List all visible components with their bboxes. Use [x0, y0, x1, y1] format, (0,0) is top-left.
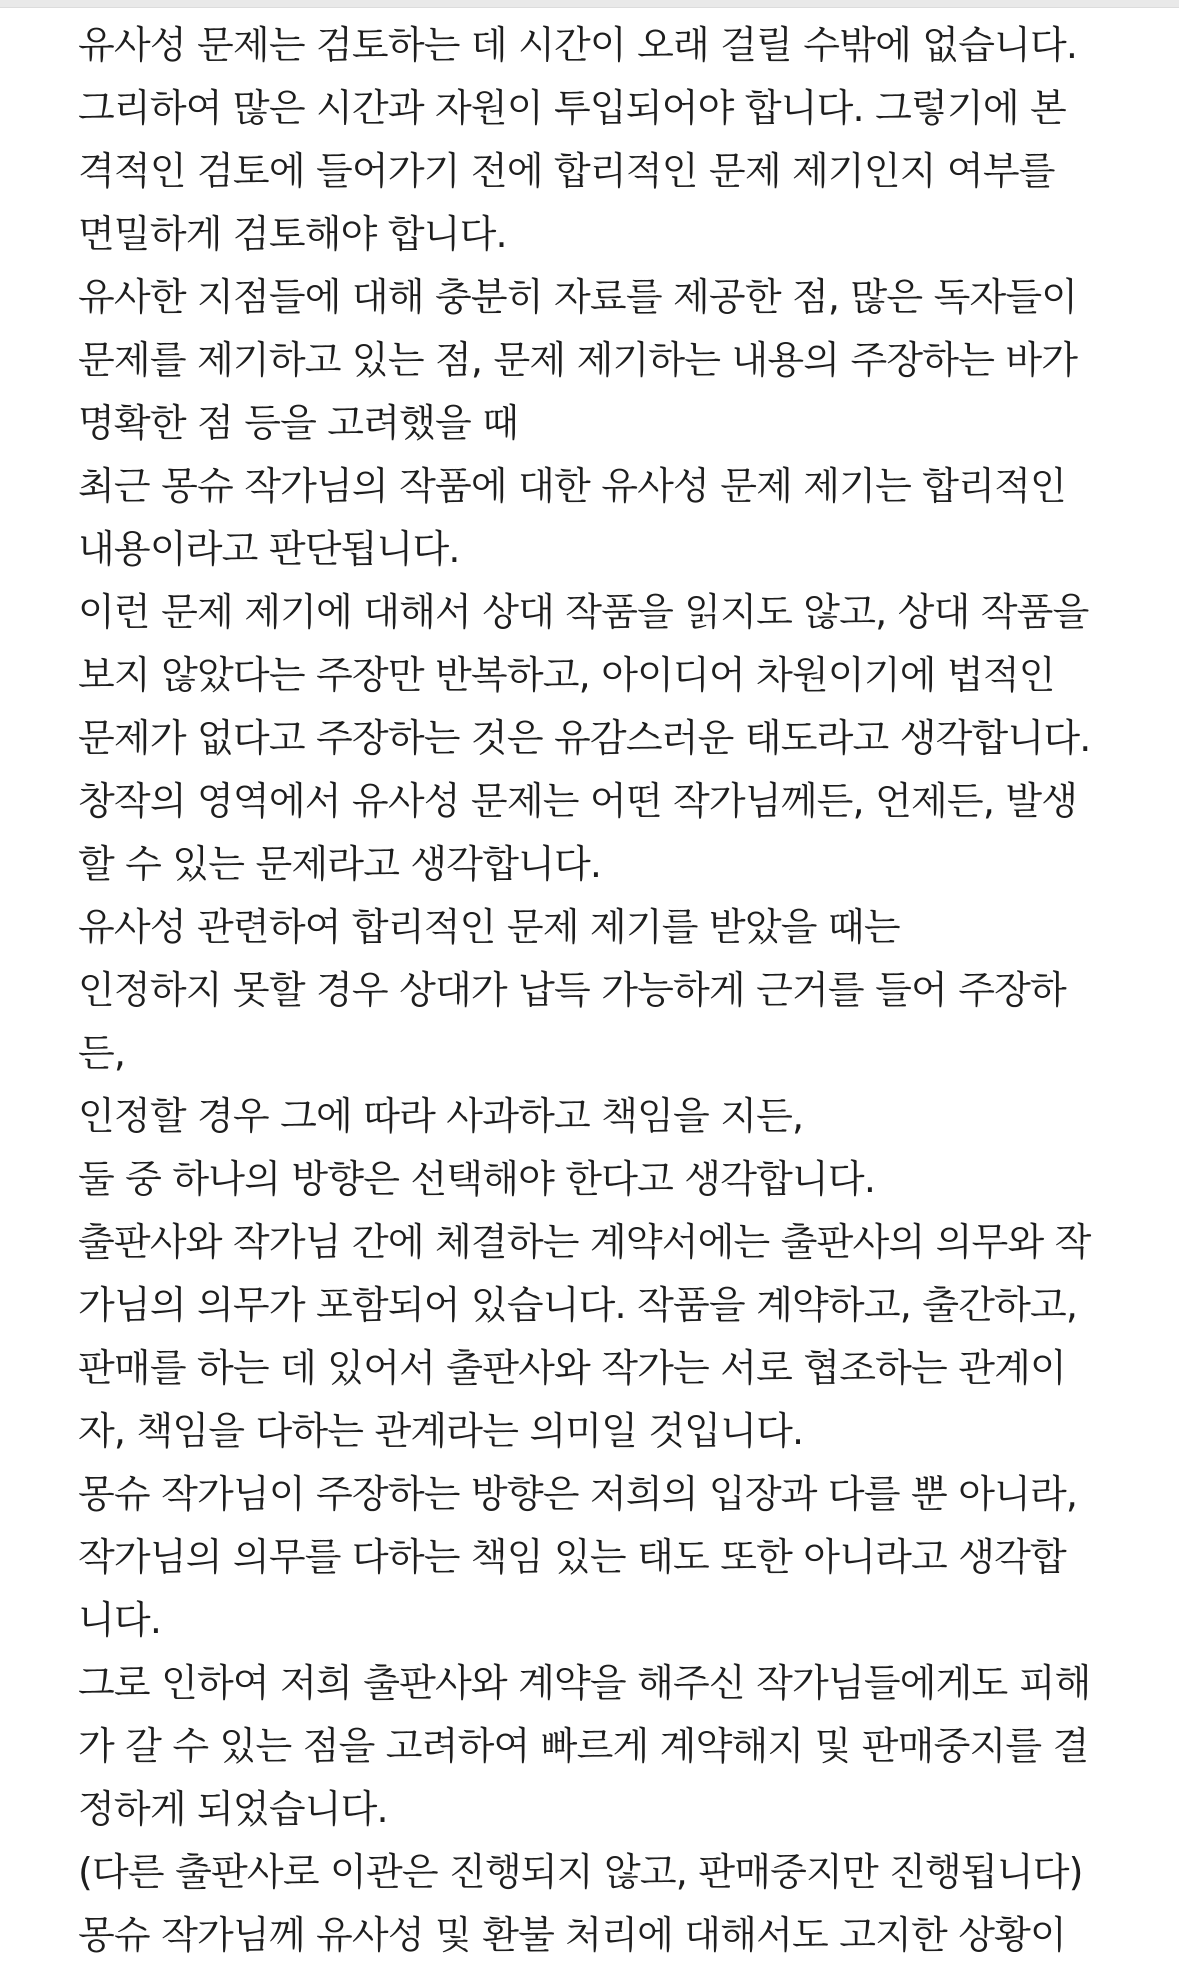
text-line: 그리하여 많은 시간과 자원이 투입되어야 합니다. 그렇기에 본	[78, 86, 1066, 130]
text-line: 문제를 제기하고 있는 점, 문제 제기하는 내용의 주장하는 바가	[78, 338, 1078, 382]
text-line: 니다.	[78, 1598, 162, 1642]
text-line: 그로 인하여 저희 출판사와 계약을 해주신 작가님들에게도 피해	[78, 1661, 1091, 1705]
text-line: 작가님의 의무를 다하는 책임 있는 태도 또한 아니라고 생각합	[78, 1535, 1066, 1579]
text-line: 창작의 영역에서 유사성 문제는 어떤 작가님께든, 언제든, 발생	[78, 779, 1078, 823]
text-line: 내용이라고 판단됩니다.	[78, 527, 460, 571]
text-line: 판매를 하는 데 있어서 출판사와 작가는 서로 협조하는 관계이	[78, 1346, 1066, 1390]
text-line: 유사성 문제는 검토하는 데 시간이 오래 걸릴 수밖에 없습니다.	[78, 23, 1078, 67]
text-line: 몽슈 작가님이 주장하는 방향은 저희의 입장과 다를 뿐 아니라,	[78, 1472, 1078, 1516]
text-line: 이런 문제 제기에 대해서 상대 작품을 읽지도 않고, 상대 작품을	[78, 590, 1089, 634]
article-body	[78, 14, 1118, 1967]
text-line: 몽슈 작가님께 유사성 및 환불 처리에 대해서도 고지한 상황이	[78, 1913, 1066, 1957]
text-line: 문제가 없다고 주장하는 것은 유감스러운 태도라고 생각합니다.	[78, 716, 1091, 760]
text-line: 유사한 지점들에 대해 충분히 자료를 제공한 점, 많은 독자들이	[78, 275, 1078, 319]
text-line: 출판사와 작가님 간에 체결하는 계약서에는 출판사의 의무와 작	[78, 1220, 1091, 1264]
text-line: 인정하지 못할 경우 상대가 납득 가능하게 근거를 들어 주장하	[78, 968, 1066, 1012]
text-line: 보지 않았다는 주장만 반복하고, 아이디어 차원이기에 법적인	[78, 653, 1055, 697]
text-line: 가 갈 수 있는 점을 고려하여 빠르게 계약해지 및 판매중지를 결	[78, 1724, 1089, 1768]
text-line: 격적인 검토에 들어가기 전에 합리적인 문제 제기인지 여부를	[78, 149, 1055, 193]
text-line: 면밀하게 검토해야 합니다.	[78, 212, 507, 256]
text-line: 든,	[78, 1031, 126, 1075]
text-line: 둘 중 하나의 방향은 선택해야 한다고 생각합니다.	[78, 1157, 876, 1201]
text-line: 유사성 관련하여 합리적인 문제 제기를 받았을 때는	[78, 905, 900, 949]
text-line: 인정할 경우 그에 따라 사과하고 책임을 지든,	[78, 1094, 804, 1138]
text-line: 최근 몽슈 작가님의 작품에 대한 유사성 문제 제기는 합리적인	[78, 464, 1066, 508]
text-line: 자, 책임을 다하는 관계라는 의미일 것입니다.	[78, 1409, 804, 1453]
top-divider	[0, 0, 1179, 8]
text-line: 정하게 되었습니다.	[78, 1787, 388, 1831]
text-line: (다른 출판사로 이관은 진행되지 않고, 판매중지만 진행됩니다)	[78, 1850, 1083, 1894]
text-line: 명확한 점 등을 고려했을 때	[78, 401, 519, 445]
text-line: 할 수 있는 문제라고 생각합니다.	[78, 842, 602, 886]
text-line: 가님의 의무가 포함되어 있습니다. 작품을 계약하고, 출간하고,	[78, 1283, 1078, 1327]
